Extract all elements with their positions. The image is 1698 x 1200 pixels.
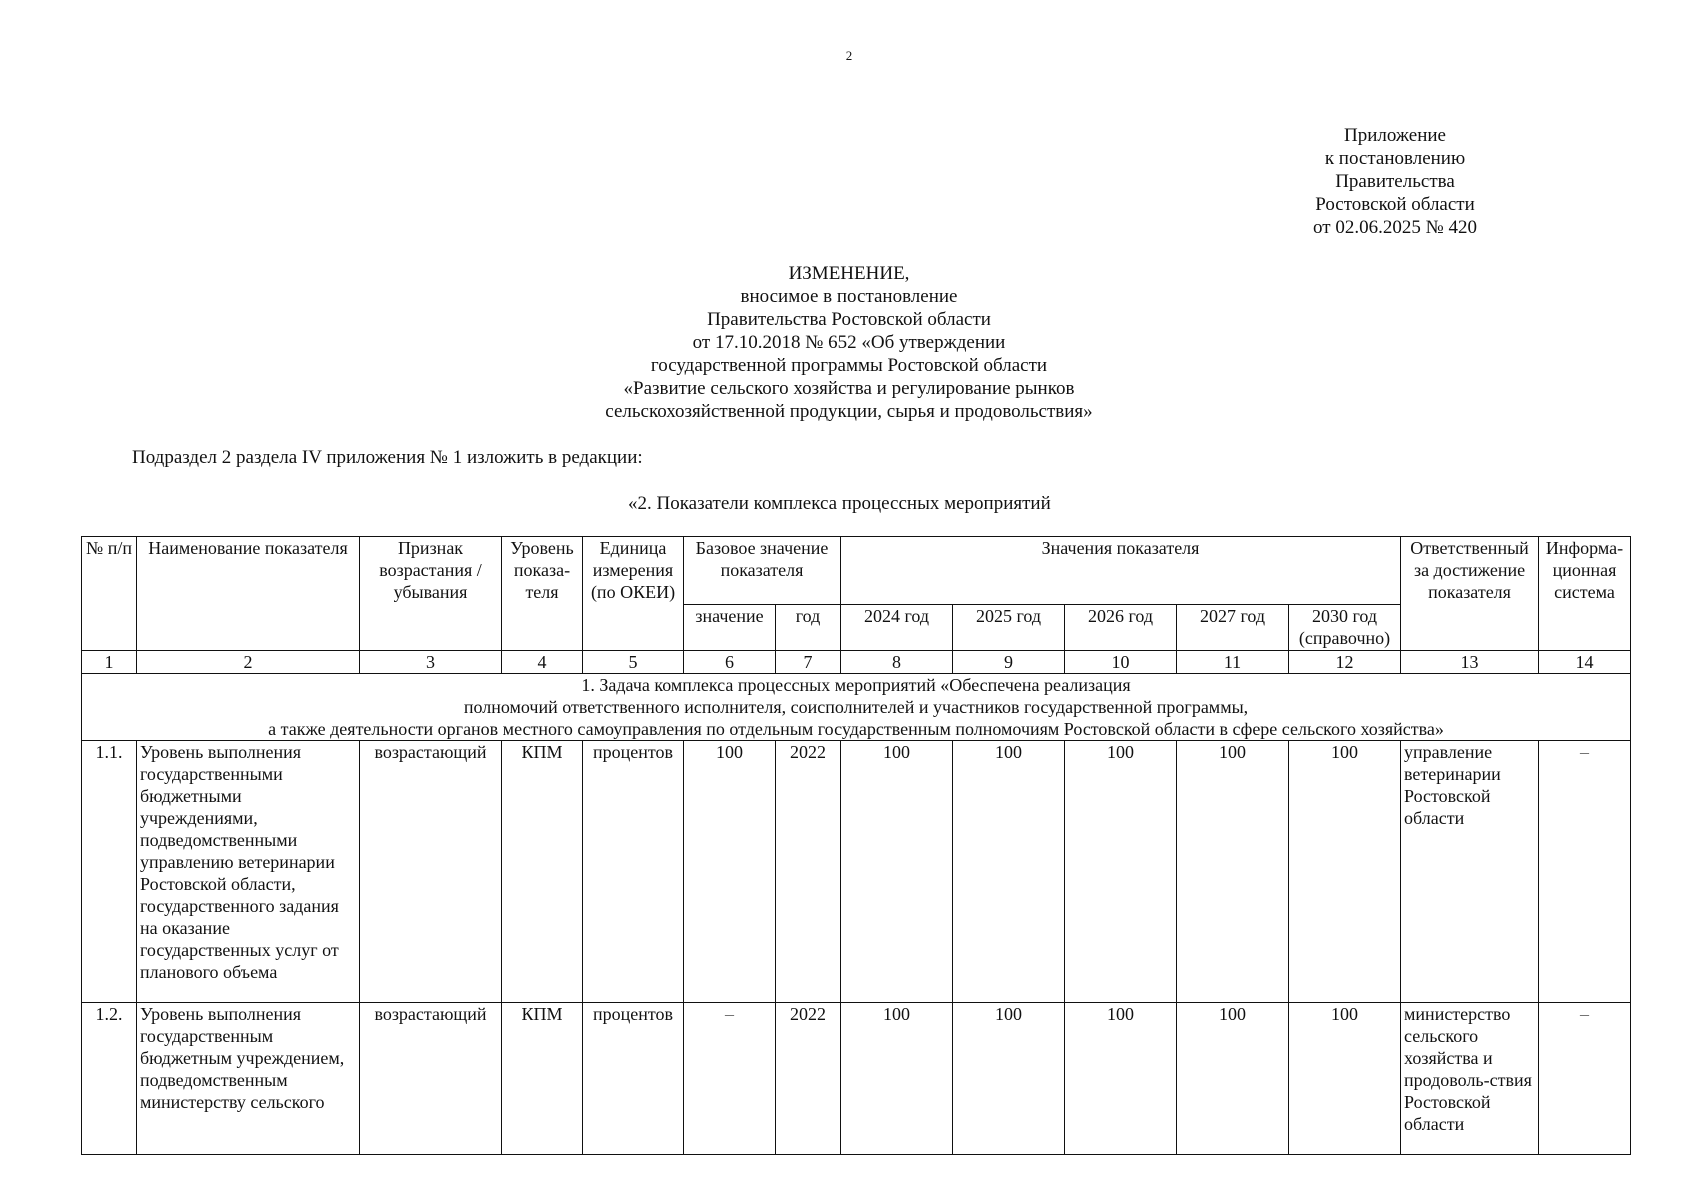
page-number: 2 — [845, 48, 853, 63]
appendix-line: Ростовской области — [1315, 194, 1475, 215]
column-number: 11 — [1177, 651, 1289, 674]
value-2030-cell: 100 — [1289, 1003, 1401, 1155]
indicators-table — [81, 536, 1631, 1155]
column-number: 2 — [137, 651, 360, 674]
column-number: 1 — [82, 651, 137, 674]
column-number: 10 — [1065, 651, 1177, 674]
column-number: 12 — [1289, 651, 1401, 674]
header-base: Базовое значение показателя — [684, 537, 841, 605]
table-row — [82, 1003, 1631, 1155]
infosys-cell: – — [1539, 1003, 1631, 1155]
title-line: государственной программы Ростовской области — [650, 355, 1048, 376]
value-2024-cell: 100 — [841, 1003, 953, 1155]
column-number: 7 — [776, 651, 841, 674]
appendix-line: Правительства — [1335, 171, 1455, 192]
header-base-year: год — [776, 605, 841, 651]
intro-paragraph: Подраздел 2 раздела IV приложения № 1 изложить в редакции: — [132, 447, 643, 468]
trend-cell: возрастающий — [360, 1003, 502, 1155]
header-level: Уровень показа-теля — [502, 537, 583, 651]
task-line: полномочий ответственного исполнителя, соисполнителей и участников государственной программы, — [463, 697, 1249, 717]
task-row — [82, 674, 1631, 741]
header-name: Наименование показателя — [137, 537, 360, 651]
column-number: 8 — [841, 651, 953, 674]
header-year-2026: 2026 год — [1065, 605, 1177, 651]
document-title — [0, 262, 1698, 423]
level-cell: КПМ — [502, 741, 583, 1003]
value-2025-cell: 100 — [953, 1003, 1065, 1155]
value-2024-cell: 100 — [841, 741, 953, 1003]
base-year-cell: 2022 — [776, 741, 841, 1003]
title-line: вносимое в постановление — [740, 286, 958, 307]
responsible-cell: министерство сельского хозяйства и продоволь-ствия Ростовской области — [1401, 1003, 1539, 1155]
header-base-value: значение — [684, 605, 776, 651]
row-number: 1.1. — [82, 741, 137, 1003]
base-value-cell: – — [684, 1003, 776, 1155]
base-value-cell: 100 — [684, 741, 776, 1003]
appendix-line: от 02.06.2025 № 420 — [1313, 217, 1477, 238]
title-heading: ИЗМЕНЕНИЕ, — [788, 263, 910, 284]
header-unit: Единица измерения (по ОКЕИ) — [583, 537, 684, 651]
appendix-line: к постановлению — [1324, 148, 1466, 169]
column-number: 14 — [1539, 651, 1631, 674]
title-line: от 17.10.2018 № 652 «Об утверждении — [692, 332, 1006, 353]
column-number: 6 — [684, 651, 776, 674]
header-trend: Признак возрастания / убывания — [360, 537, 502, 651]
value-2027-cell: 100 — [1177, 1003, 1289, 1155]
responsible-cell: управление ветеринарии Ростовской области — [1401, 741, 1539, 1003]
task-line: а также деятельности органов местного самоуправления по отдельным государственным полномочиям Ростовской области в сфере сельского хозяйства» — [268, 719, 1444, 739]
task-line: 1. Задача комплекса процессных мероприятий «Обеспечена реализация — [581, 675, 1131, 695]
title-line: «Развитие сельского хозяйства и регулирование рынков — [623, 378, 1075, 399]
unit-cell: процентов — [583, 741, 684, 1003]
column-number: 5 — [583, 651, 684, 674]
trend-cell: возрастающий — [360, 741, 502, 1003]
header-year-2030: 2030 год (справочно) — [1289, 605, 1401, 651]
unit-cell: процентов — [583, 1003, 684, 1155]
appendix-line: Приложение — [1344, 125, 1446, 146]
column-numbers-row — [82, 651, 1631, 674]
task-cell — [82, 674, 1631, 741]
section-title: «2. Показатели комплекса процессных мероприятий — [628, 493, 1051, 514]
row-number: 1.2. — [82, 1003, 137, 1155]
column-number: 13 — [1401, 651, 1539, 674]
column-number: 3 — [360, 651, 502, 674]
column-number: 9 — [953, 651, 1065, 674]
table-row — [82, 741, 1631, 1003]
base-year-cell: 2022 — [776, 1003, 841, 1155]
value-2026-cell: 100 — [1065, 1003, 1177, 1155]
infosys-cell: – — [1539, 741, 1631, 1003]
header-infosys: Информа-ционная система — [1539, 537, 1631, 651]
title-line: сельскохозяйственной продукции, сырья и продовольствия» — [605, 401, 1093, 422]
header-responsible: Ответственный за достижение показателя — [1401, 537, 1539, 651]
indicator-name: Уровень выполнения государственным бюджетным учреждением, подведомственным министерству сельского — [137, 1003, 360, 1155]
header-year-2025: 2025 год — [953, 605, 1065, 651]
column-number: 4 — [502, 651, 583, 674]
value-2027-cell: 100 — [1177, 741, 1289, 1003]
header-year-2027: 2027 год — [1177, 605, 1289, 651]
header-number: № п/п — [82, 537, 137, 651]
value-2030-cell: 100 — [1289, 741, 1401, 1003]
indicator-name: Уровень выполнения государственными бюджетными учреждениями, подведомственными управлению ветеринарии Ростовской области, государственного задания на оказание государственных услуг от планового объема — [137, 741, 360, 1003]
header-values: Значения показателя — [841, 537, 1401, 605]
value-2025-cell: 100 — [953, 741, 1065, 1003]
title-line: Правительства Ростовской области — [707, 309, 991, 330]
appendix-block — [1250, 124, 1540, 239]
header-year-2024: 2024 год — [841, 605, 953, 651]
level-cell: КПМ — [502, 1003, 583, 1155]
value-2026-cell: 100 — [1065, 741, 1177, 1003]
